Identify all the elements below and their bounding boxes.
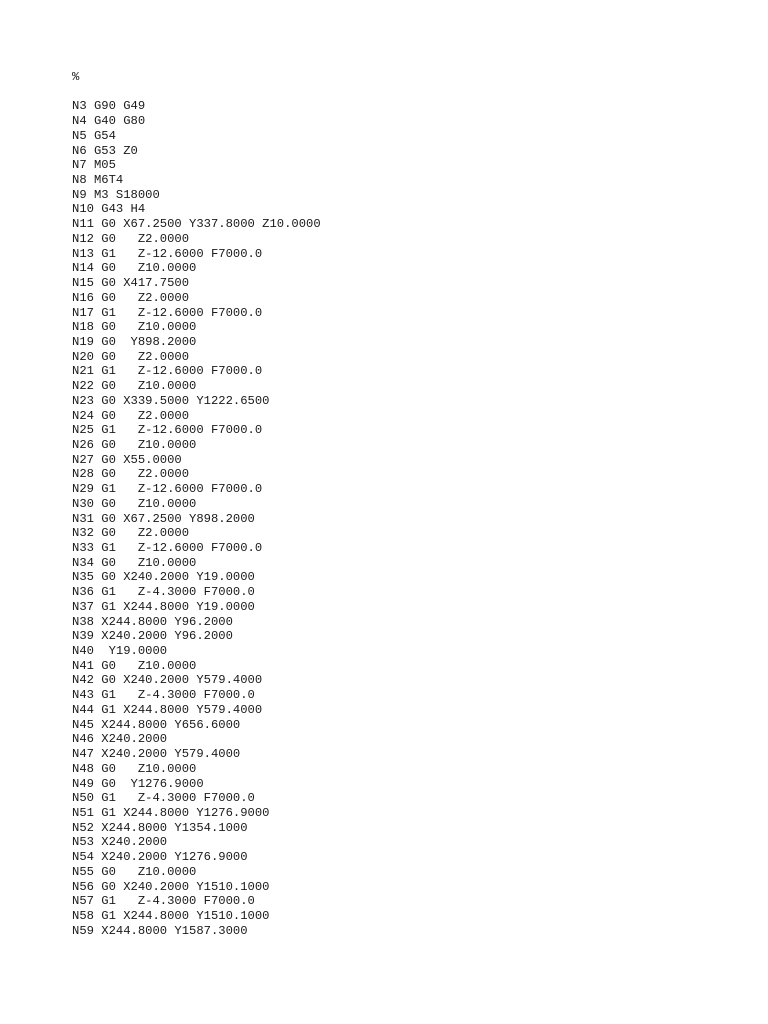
gcode-line: N37 G1 X244.8000 Y19.0000 [72,599,255,614]
gcode-line: N56 G0 X240.2000 Y1510.1000 [72,879,270,894]
gcode-line: N34 G0 Z10.0000 [72,555,197,570]
gcode-line: N39 X240.2000 Y96.2000 [72,629,233,644]
gcode-line [72,85,321,100]
gcode-line: N31 G0 X67.2500 Y898.2000 [72,511,255,526]
gcode-program-text [72,70,321,938]
gcode-line: N54 X240.2000 Y1276.9000 [72,850,248,865]
gcode-line: N15 G0 X417.7500 [72,276,190,291]
gcode-line: N57 G1 Z-4.3000 F7000.0 [72,894,255,909]
gcode-line: N13 G1 Z-12.6000 F7000.0 [72,246,263,261]
gcode-line: N42 G0 X240.2000 Y579.4000 [72,673,263,688]
gcode-line: N35 G0 X240.2000 Y19.0000 [72,570,255,585]
gcode-line: N6 G53 Z0 [72,143,138,158]
gcode-line: N5 G54 [72,128,116,143]
gcode-line: N44 G1 X244.8000 Y579.4000 [72,702,263,717]
gcode-line: N25 G1 Z-12.6000 F7000.0 [72,423,263,438]
gcode-line: N29 G1 Z-12.6000 F7000.0 [72,482,263,497]
gcode-line: N46 X240.2000 [72,732,168,747]
gcode-line: N27 G0 X55.0000 [72,452,182,467]
gcode-line: N51 G1 X244.8000 Y1276.9000 [72,805,270,820]
gcode-line: N53 X240.2000 [72,835,168,850]
gcode-line: N8 M6T4 [72,173,124,188]
gcode-line: N58 G1 X244.8000 Y1510.1000 [72,908,270,923]
gcode-line: N3 G90 G49 [72,99,146,114]
program-start-marker: % [72,70,80,84]
gcode-line: N36 G1 Z-4.3000 F7000.0 [72,585,255,600]
gcode-line: N49 G0 Y1276.9000 [72,776,204,791]
gcode-line: N9 M3 S18000 [72,187,160,202]
gcode-line: N10 G43 H4 [72,202,146,217]
gcode-line: N22 G0 Z10.0000 [72,379,197,394]
gcode-line: N20 G0 Z2.0000 [72,349,190,364]
gcode-line: N41 G0 Z10.0000 [72,658,197,673]
gcode-line: N19 G0 Y898.2000 [72,334,197,349]
gcode-line: N43 G1 Z-4.3000 F7000.0 [72,688,255,703]
gcode-line: N28 G0 Z2.0000 [72,467,190,482]
gcode-line: N16 G0 Z2.0000 [72,290,190,305]
gcode-line: N26 G0 Z10.0000 [72,437,197,452]
gcode-line: N14 G0 Z10.0000 [72,261,197,276]
gcode-line: N7 M05 [72,158,116,173]
gcode-line: N40 Y19.0000 [72,644,168,659]
gcode-line: N24 G0 Z2.0000 [72,408,190,423]
gcode-line: N21 G1 Z-12.6000 F7000.0 [72,364,263,379]
gcode-line: N48 G0 Z10.0000 [72,761,197,776]
gcode-line: N33 G1 Z-12.6000 F7000.0 [72,541,263,555]
gcode-line: N30 G0 Z10.0000 [72,496,197,511]
gcode-line: N23 G0 X339.5000 Y1222.6500 [72,393,270,408]
gcode-line: N11 G0 X67.2500 Y337.8000 Z10.0000 [72,217,321,232]
gcode-line: N32 G0 Z2.0000 [72,526,190,541]
gcode-line: N4 G40 G80 [72,114,146,129]
gcode-line: N55 G0 Z10.0000 [72,864,197,879]
gcode-line: N52 X244.8000 Y1354.1000 [72,820,248,835]
gcode-line: N12 G0 Z2.0000 [72,231,190,246]
gcode-line: N50 G1 Z-4.3000 F7000.0 [72,791,255,806]
gcode-line: N45 X244.8000 Y656.6000 [72,717,241,732]
gcode-line: N47 X240.2000 Y579.4000 [72,747,241,762]
gcode-line: N38 X244.8000 Y96.2000 [72,614,233,629]
gcode-line: N18 G0 Z10.0000 [72,320,197,335]
gcode-line: N59 X244.8000 Y1587.3000 [72,923,248,938]
gcode-line: N17 G1 Z-12.6000 F7000.0 [72,305,263,320]
